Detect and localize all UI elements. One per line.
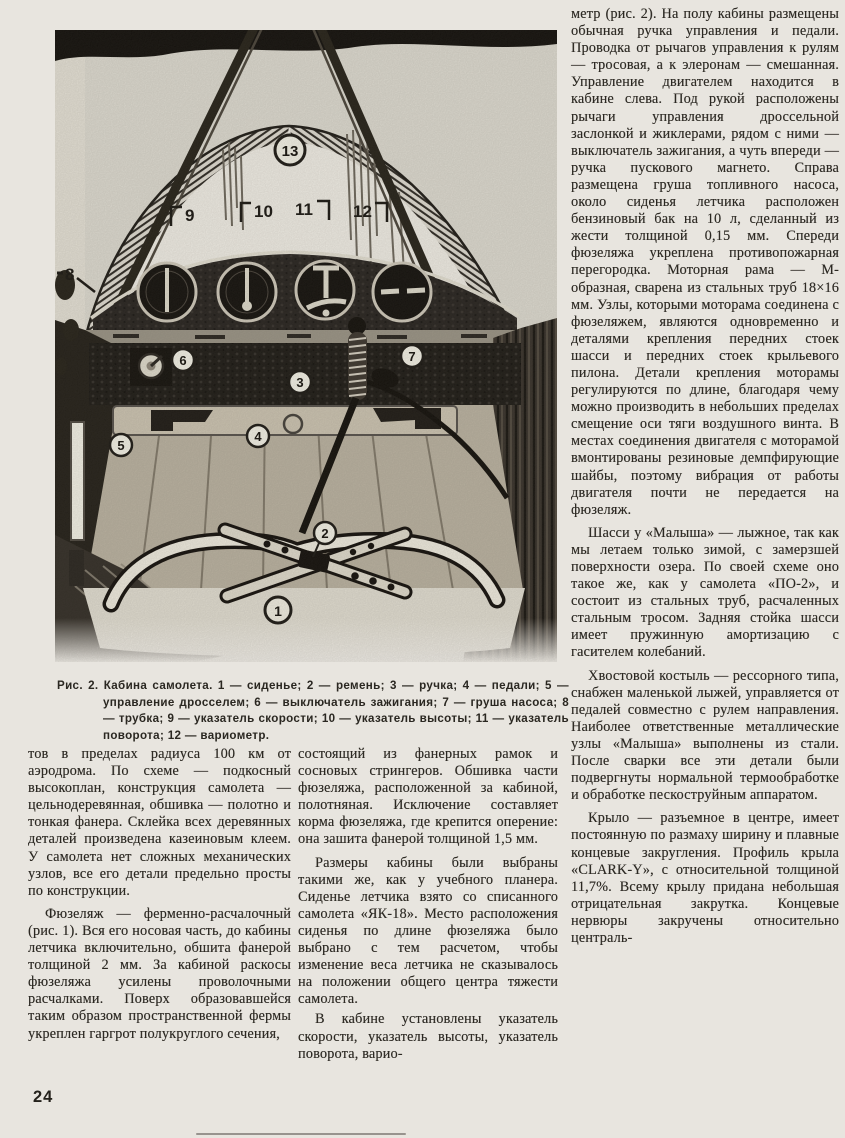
column-right <box>571 6 839 947</box>
svg-text:11: 11 <box>295 200 313 219</box>
paragraph: Хвостовой костыль — рессорного типа, снабжен маленькой лыжей, управляется от педалей совместно с рулем направления. Наиболее ответственные металлические узлы «Малыша» выполнены из стали. После сварки все эти детали были подвергнуты нормальной термообработке и обработке пескоструйным аппаратом. <box>571 667 839 804</box>
cockpit-photo-art <box>55 30 557 662</box>
svg-text:2: 2 <box>321 526 329 541</box>
svg-text:4: 4 <box>254 429 262 444</box>
svg-text:3: 3 <box>296 375 304 390</box>
svg-text:8: 8 <box>65 265 75 284</box>
svg-text:10: 10 <box>254 202 273 221</box>
paragraph: Крыло — разъемное в центре, имеет постоянную по размаху ширину и плавные концевые закругления. Профиль крыла «CLARK-Y», с относительной толщиной 11,7%. Всему крылу придана небольшая отрицательная закрутка. Концевые нервюры закручены относительно централь- <box>571 810 839 946</box>
figure-caption: Рис. 2. Кабина самолета. 1 — сиденье; 2 — ремень; 3 — ручка; 4 — педали; 5 — управление дросселем; 6 — выключатель зажигания; 7 — груша насоса; 8 — трубка; 9 — указатель скорости; 10 — указатель высоты; 11 — указатель поворота; 12 — вариометр. <box>57 679 569 742</box>
scan-grain <box>55 30 557 662</box>
paragraph: тов в пределах радиуса 100 км от аэродрома. По схеме — подкосный высокоплан, конструкция самолета — цельнодеревянная, обшивка — полотно и тонкая фанера. Склейка всех деревянных деталей произведена казеиновым клеем. У самолета нет сложных механических узлов, все его детали предельно просты по конструкции. <box>28 746 291 899</box>
page-number: 24 <box>33 1088 54 1106</box>
svg-text:5: 5 <box>117 438 125 453</box>
column-left <box>28 746 291 1043</box>
paragraph: Фюзеляж — ферменно-расчалочный (рис. 1). Вся его носовая часть, до кабины летчика включительно, обшита фанерой толщиной 2 мм. За кабиной раскосы фюзеляжа усилены проволочными расчалками. Поверх образовавшейся таким образом пространственной фермы укреплен гаргрот полукруглого сечения, <box>28 905 291 1042</box>
paragraph: метр (рис. 2). На полу кабины размещены обычная ручка управления и педали. Проводка от рычагов управления к рулям — тросовая, а к элеронам — смешанная. Управление двигателем находится в кабине слева. Под рукой расположены рычаги управления дроссельной заслонкой и жиклерами, рядом с ними — выключатель зажигания, а чуть впереди — ручка пускового магнето. Справа размещена груша топливного насоса, около сиденья летчика расположен бензиновый бак на 10 л, сделанный из жести толщиной 0,15 мм. Спереди фюзеляжа укреплена противопожарная перегородка. Моторная рама — М-образная, сварена из стальных труб 18×16 мм. Узлы, которыми моторама соединена с фюзеляжем, являются одновременно и деталями крепления передних стоек шасси и передних стоек крыльевого пилона. Детали крепления моторамы регулируются по длине, благодаря чему можно производить в небольших пределах смещение оси тяги воздушного винта. В местах соединения двигателя с моторамой вмонтированы резиновые демпфирующие шайбы, поэтому вибрация от работы двигателя почти не передается на фюзеляж. <box>571 6 839 518</box>
paragraph: В кабине установлены указатель скорости, указатель высоты, указатель поворота, варио- <box>298 1011 558 1062</box>
paragraph: состоящий из фанерных рамок и сосновых стрингеров. Обшивка части фюзеляжа, расположенной за кабиной, полотняная. Исключение составляет корма фюзеляжа, где крепится оперение: она зашита фанерой толщиной 1,5 мм. <box>298 746 558 848</box>
svg-text:12: 12 <box>353 202 372 221</box>
svg-text:1: 1 <box>274 603 282 619</box>
figure-cockpit-photo <box>55 30 557 662</box>
svg-text:9: 9 <box>185 206 195 225</box>
paragraph: Шасси у «Малыша» — лыжное, так как мы летаем только зимой, с замерзшей поверхности озера. По своей схеме оно такое же, как у самолета «ПО-2», и состоит из стальных труб, расчаленных стальным тросом. Задняя стойка шасси имеет пружинную амортизацию с гасителем колебаний. <box>571 524 839 661</box>
svg-text:7: 7 <box>408 349 416 364</box>
svg-text:13: 13 <box>281 143 299 160</box>
column-middle <box>298 746 558 1063</box>
bottom-edge-mark <box>196 1133 406 1135</box>
svg-text:6: 6 <box>179 353 187 368</box>
paragraph: Размеры кабины были выбраны такими же, как у учебного планера. Сиденье летчика взято со списанного самолета «ЯК-18». Место расположения сиденья по длине фюзеляжа было выбрано с тем расчетом, чтобы изменение веса летчика не сказывалось на положении общего центра тяжести самолета. <box>298 854 558 1008</box>
